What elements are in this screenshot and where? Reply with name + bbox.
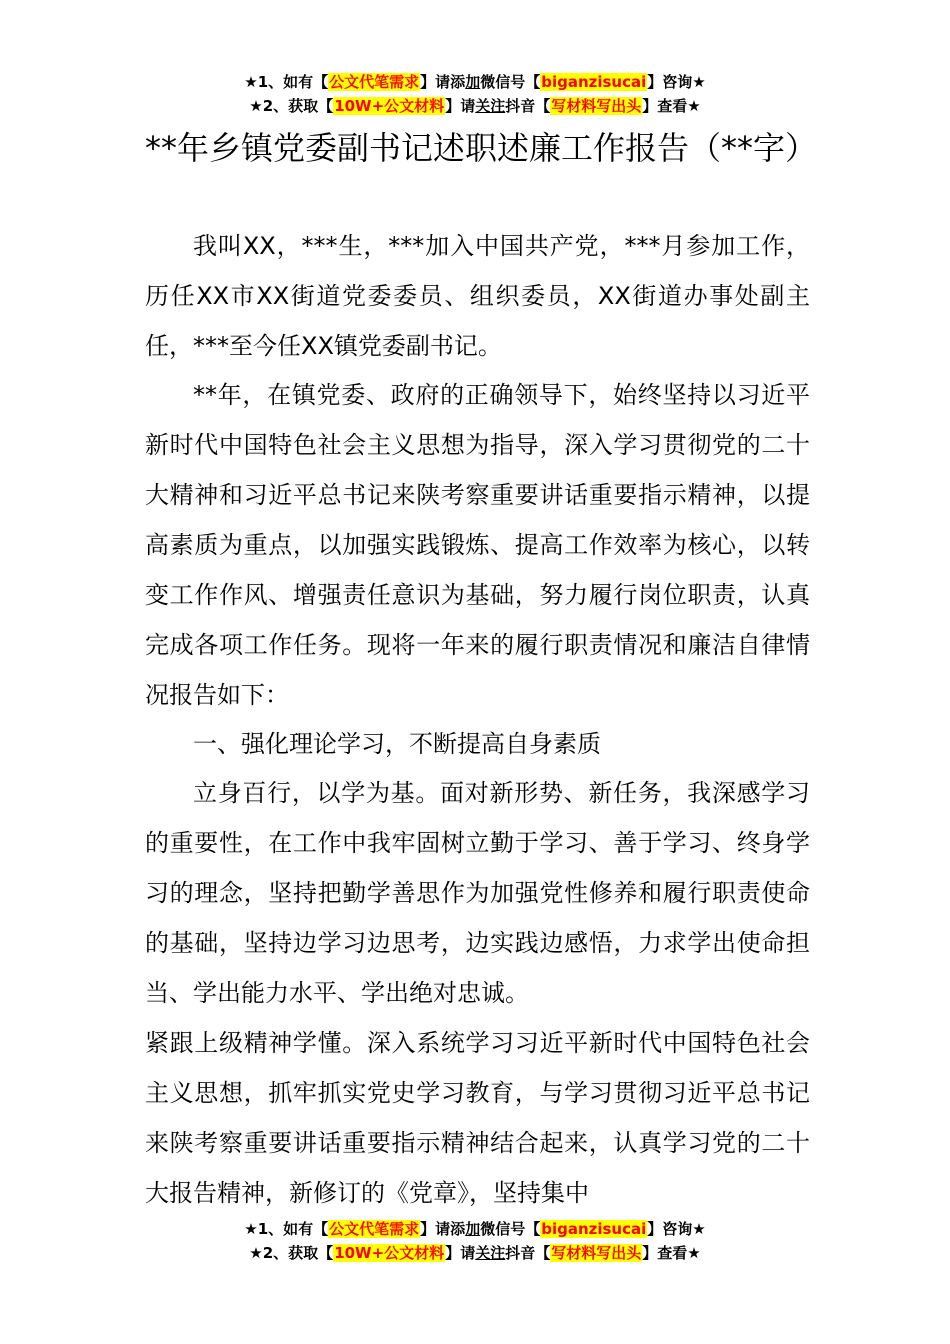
promo-text: 】请	[445, 1244, 476, 1262]
promo-text: 微信号【	[480, 1220, 541, 1238]
promo-text: 抖音【	[505, 97, 551, 115]
promo-line-2	[0, 94, 950, 118]
highlight-douyin: 写材料写出头	[551, 97, 642, 115]
promo-text: ★1、如有【	[244, 1220, 329, 1238]
section-heading-1: 一、强化理论学习，不断提高自身素质	[193, 730, 601, 758]
promo-text: 】请添	[420, 73, 466, 91]
highlight-service: 公文代笔需求	[329, 1220, 420, 1238]
promo-emphasis: 加	[465, 1220, 481, 1238]
promo-emphasis: 关注	[475, 97, 506, 115]
promo-line-1	[0, 70, 950, 94]
promo-text: 】查看★	[642, 1244, 701, 1262]
promo-text: 】查看★	[642, 97, 701, 115]
promo-text: 】请	[445, 97, 476, 115]
promo-text: 】咨询★	[647, 1220, 706, 1238]
promo-line-1	[0, 1217, 950, 1241]
promo-emphasis: 加	[465, 73, 481, 91]
promo-text: 】请添	[420, 1220, 466, 1238]
paragraph-overview: **年，在镇党委、政府的正确领导下，始终坚持以习近平新时代中国特色社会主义思想为指导，深入学习贯彻党的二十大精神和习近平总书记来陕考察重要讲话重要指示精神，以提高素质为重点，以加强实践锻炼、提高工作效率为核心，以转变工作作风、增强责任意识为基础，努力履行岗位职责，认真完成各项工作任务。现将一年来的履行职责情况和廉洁自律情况报告如下：	[145, 381, 810, 709]
paragraph-follow: 紧跟上级精神学懂。深入系统学习习近平新时代中国特色社会主义思想，抓牢抓实党史学习教育，与学习贯彻习近平总书记来陕考察重要讲话重要指示精神结合起来，认真学习党的二十大报告精神，新修订的《党章》，坚持集中	[145, 1029, 810, 1207]
highlight-douyin: 写材料写出头	[551, 1244, 642, 1262]
promo-emphasis: 关注	[475, 1244, 506, 1262]
highlight-wechat-id: biganzisucai	[541, 1220, 647, 1238]
highlight-materials: 10W+公文材料	[334, 1244, 445, 1262]
highlight-service: 公文代笔需求	[329, 73, 420, 91]
promo-text: 微信号【	[480, 73, 541, 91]
bottom-promo-banner	[0, 1217, 950, 1265]
document-title: **年乡镇党委副书记述职述廉工作报告（**字）	[145, 129, 818, 167]
top-promo-banner	[0, 70, 950, 118]
promo-text: ★1、如有【	[244, 73, 329, 91]
paragraph-intro: 我叫XX，***生，***加入中国共产党，***月参加工作，历任XX市XX街道党委委员、组织委员，XX街道办事处副主任，***至今任XX镇党委副书记。	[145, 232, 810, 360]
promo-text: 抖音【	[505, 1244, 551, 1262]
paragraph-study: 立身百行，以学为基。面对新形势、新任务，我深感学习的重要性，在工作中我牢固树立勤于学习、善于学习、终身学习的理念，坚持把勤学善思作为加强党性修养和履行职责使命的基础，坚持边学习边思考，边实践边感悟，力求学出使命担当、学出能力水平、学出绝对忠诚。	[145, 779, 810, 1007]
highlight-materials: 10W+公文材料	[334, 97, 445, 115]
promo-text: ★2、获取【	[249, 1244, 334, 1262]
promo-line-2	[0, 1241, 950, 1265]
highlight-wechat-id: biganzisucai	[541, 73, 647, 91]
promo-text: 】咨询★	[647, 73, 706, 91]
promo-text: ★2、获取【	[249, 97, 334, 115]
